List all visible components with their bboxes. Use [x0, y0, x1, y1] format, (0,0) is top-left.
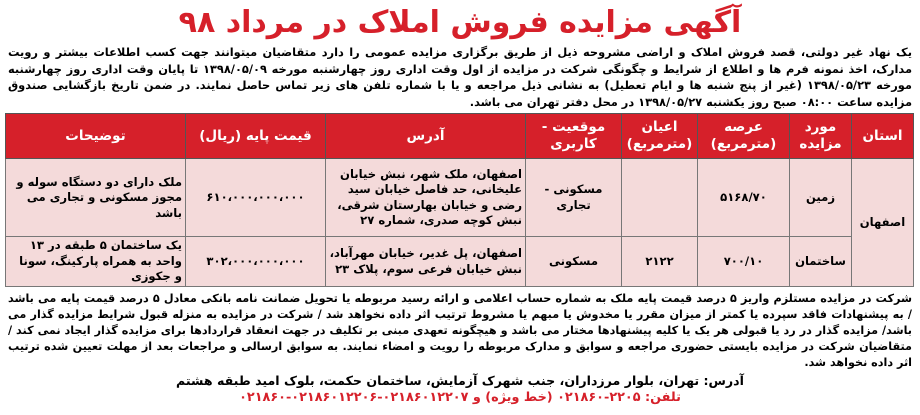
contact-phone: تلفن: ۲۲۰۵-۰۲۱۸۶۰ (خط ویژه) و ۰۲۱۸۶۰۱۲۲۰۷-۰۲۱۸۶۰۱۲۲۰۶-۰۲۱۸۶۰: [239, 389, 681, 405]
cell-address: اصفهان، ملک شهر، نبش خیابان علیخانی، حد فاصل خیابان سید رضی و خیابان بهارستان شرقی، نبش کوچه صدری، شماره ۲۷: [326, 159, 526, 237]
table-row: [6, 237, 914, 287]
cell-usage: مسکونی - تجاری: [526, 159, 622, 237]
cell-area: ۵۱۶۸/۷۰: [698, 159, 790, 237]
cell-notes: ملک دارای دو دستگاه سوله و مجوز مسکونی و تجاری می باشد: [6, 159, 186, 237]
header-item: مورد مزایده: [790, 114, 852, 159]
cell-area: ۷۰۰/۱۰: [698, 237, 790, 287]
cell-item: زمین: [790, 159, 852, 237]
cell-building: ۲۱۲۲: [622, 237, 698, 287]
cell-notes: یک ساختمان ۵ طبقه در ۱۳ واحد به همراه پارکینگ، سونا و جکوزی: [6, 237, 186, 287]
cell-building: [622, 159, 698, 237]
conditions-paragraph: شرکت در مزایده مستلزم واریز ۵ درصد قیمت پایه ملک به شماره حساب اعلامی و ارائه رسید مربوطه یا تحویل ضمانت نامه بانکی معادل ۵ درصد قیمت پایه می باشد / به پیشنهادات فاقد سپرده یا کمتر از میزان مقرر یا مخدوش یا مبهم یا مشروط ترتیب اثر داده نخواهد شد / شرکت در مزایده به منزله قبول شرایط مزایده گذار می باشد/ مزایده گذار در رد یا قبولی هر یک یا کلیه پیشنهادها مختار می باشد و هیچگونه تعهدی مبنی بر تکلیف در جهت انعقاد قراردادها برای مزایده گذار ایجاد نمی کند / متقاضیان شرکت در مزایده بایستی حضوری مراجعه و سوابق و مدارک مربوطه را رویت و امضاء نمایند. به سوابق ارسالی و مراجعات بعد از مهلت تعیین شده ترتیب اثر داده نخواهد شد.: [8, 291, 912, 369]
page-title: آگهی مزایده فروش املاک در مرداد ۹۸: [178, 5, 742, 40]
cell-usage: مسکونی: [526, 237, 622, 287]
header-usage: موقعیت - کاربری: [526, 114, 622, 159]
contact-address: آدرس: تهران، بلوار مرزداران، جنب شهرک آزمایش، ساختمان حکمت، بلوک امید طبقه هشتم: [176, 372, 744, 388]
cell-price: ۶۱۰،۰۰۰،۰۰۰،۰۰۰: [186, 159, 326, 237]
header-area: عرصه (مترمربع): [698, 114, 790, 159]
cell-item: ساختمان: [790, 237, 852, 287]
header-building: اعیان (مترمربع): [622, 114, 698, 159]
cell-price: ۳۰۲،۰۰۰،۰۰۰،۰۰۰: [186, 237, 326, 287]
header-price: قیمت پایه (ریال): [186, 114, 326, 159]
auction-table: [5, 113, 914, 287]
intro-paragraph: یک نهاد غیر دولتی، قصد فروش املاک و اراضی مشروحه ذیل از طریق برگزاری مزایده عمومی را دارد متقاضیان میتوانند جهت کسب اطلاعات بیشتر و رویت مدارک، اخذ نمونه فرم ها و اطلاع از شرایط و چگونگی شرکت در مزایده از اول وقت اداری روز چهارشنبه مورخه ۱۳۹۸/۰۵/۰۹ تا پایان وقت اداری روز چهارشنبه مورخه ۱۳۹۸/۰۵/۲۳ (غیر از پنج شنبه ها و ایام تعطیل) به نشانی ذیل مراجعه و یا با شماره تلفن های زیر تماس حاصل نمایند. در ضمن تاریخ بازگشایی صندوق مزایده ساعت ۰۸:۰۰ صبح روز یکشنبه ۱۳۹۸/۰۵/۲۷ در محل دفتر تهران می باشد.: [8, 45, 912, 109]
header-province: استان: [852, 114, 914, 159]
header-notes: توضیحات: [6, 114, 186, 159]
cell-address: اصفهان، پل غدیر، خیابان مهرآباد، نبش خیابان فرعی سوم، پلاک ۲۳: [326, 237, 526, 287]
table-row: [6, 159, 914, 237]
cell-province: اصفهان: [852, 159, 914, 287]
header-address: آدرس: [326, 114, 526, 159]
table-header-row: [6, 114, 914, 159]
